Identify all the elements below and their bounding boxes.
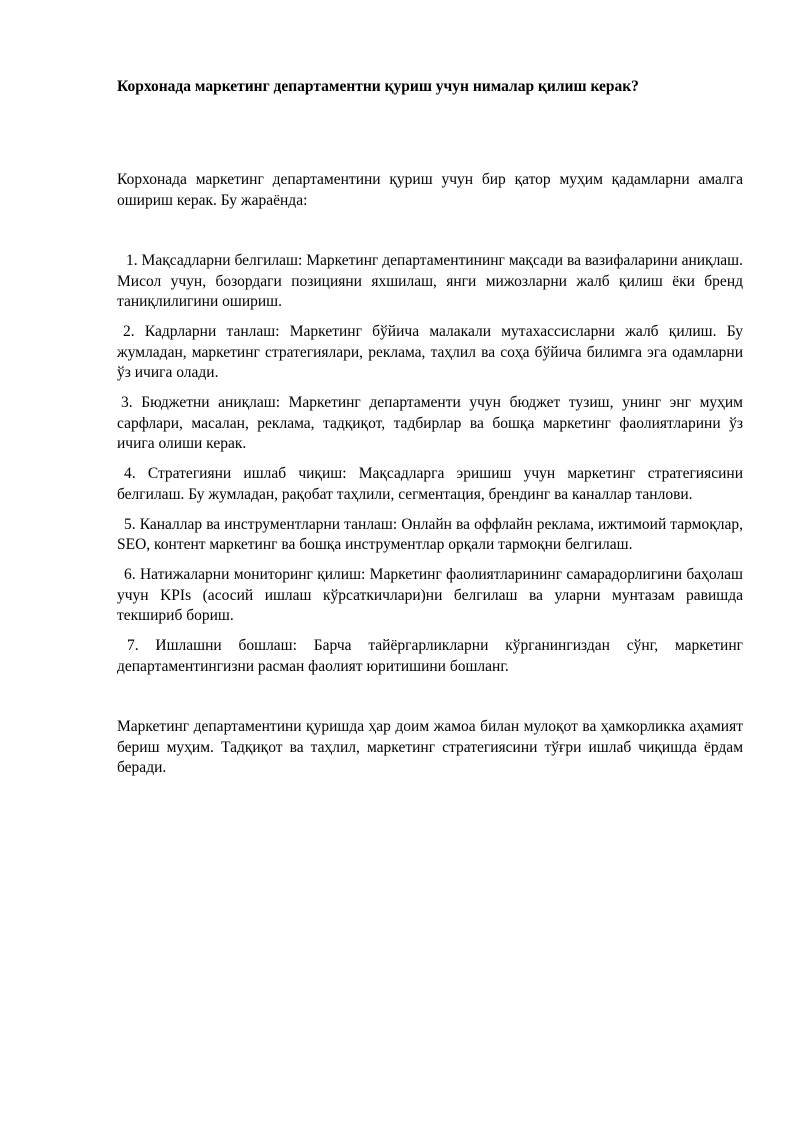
conclusion-paragraph: Маркетинг департаментини қуришда ҳар доим жамоа билан мулоқот ва ҳамкорликка аҳамият бериш муҳим. Тадқиқот ва таҳлил, маркетинг стратегиясини тўғри ишлаб чиқишда ёрдам беради. (117, 718, 743, 776)
step-item-2: 2. Кадрларни танлаш: Маркетинг бўйича малакали мутахассисларни жалб қилиш. Бу жумладан, маркетинг стратегиялари, реклама, таҳлил ва соҳа бўйича билимга эга одамларни ўз ичига олади. (117, 323, 743, 381)
step-item-4: 4. Стратегияни ишлаб чиқиш: Мақсадларга эришиш учун маркетинг стратегиясини белгилаш. Бу жумладан, рақобат таҳлили, сегментация, брендинг ва каналлар танлови. (117, 465, 743, 503)
step-item-7: 7. Ишлашни бошлаш: Барча тайёргарликларни кўрганингиздан сўнг, маркетинг департаментингизни расман фаолият юритишини бошланг. (117, 637, 743, 675)
step-item-1: 1. Мақсадларни белгилаш: Маркетинг департаментининг мақсади ва вазифаларини аниқлаш. Мисол учун, бозордаги позицияни яхшилаш, янги мижозларни жалб қилиш ёки бренд таниқлилигини ошириш. (117, 252, 743, 310)
intro-paragraph: Корхонада маркетинг департаментини қуриш учун бир қатор муҳим қадамларни амалга ошириш керак. Бу жараёнда: (117, 171, 743, 209)
step-item-5: 5. Каналлар ва инструментларни танлаш: Онлайн ва оффлайн реклама, ижтимоий тармоқлар, SEO, контент маркетинг ва бошқа инструментлар орқали тармоқни белгилаш. (117, 515, 743, 553)
document-title: Корхонада маркетинг департаментни қуриш учун нималар қилиш керак? (117, 78, 639, 95)
step-item-3: 3. Бюджетни аниқлаш: Маркетинг департаменти учун бюджет тузиш, унинг энг муҳим сарфлари, масалан, реклама, тадқиқот, тадбирлар ва бошқа маркетинг фаолиятларини ўз ичига олиши керак. (117, 394, 743, 452)
step-item-6: 6. Натижаларни мониторинг қилиш: Маркетинг фаолиятларининг самарадорлигини баҳолаш учун KPIs (асосий ишлаш кўрсаткичлари)ни белгилаш ва уларни мунтазам равишда текшириб бориш. (117, 566, 743, 624)
steps-list (117, 251, 743, 687)
